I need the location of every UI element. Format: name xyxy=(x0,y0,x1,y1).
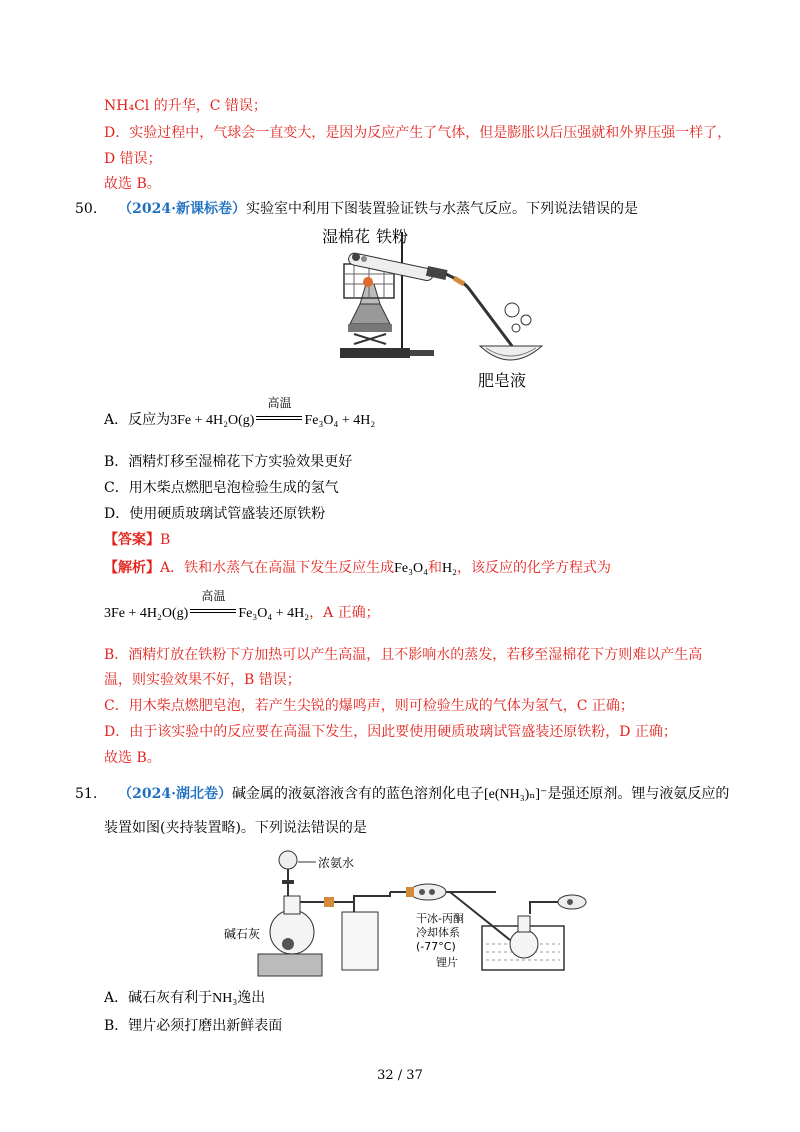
q50-label-soap: 肥皂液 xyxy=(478,371,527,390)
page-number: 32 / 37 xyxy=(377,1068,423,1083)
q51-stem-line: 51. （2024·湖北卷）碱金属的液氨溶液含有的蓝色溶剂化电子[e(NH₃)ₙ]⁻是强还原剂。锂与液氨反应的 xyxy=(75,786,730,802)
q50-analysis-line-6: D．由于该实验中的反应要在高温下发生，因此要使用硬质玻璃试管盛装还原铁粉，D 正确； xyxy=(104,724,677,740)
q51-label-cool-1: 干冰-丙酮 xyxy=(416,912,464,925)
q50-apparatus-figure xyxy=(320,224,580,394)
q50-eq-left: 3Fe + 4H₂O(g) xyxy=(170,413,255,428)
q51-number: 51. xyxy=(75,786,98,802)
q51-formula: [e(NH₃)ₙ]⁻ xyxy=(484,787,548,802)
q50-eq-condition: 高温 xyxy=(256,410,302,430)
q50-answer: 【答案】B xyxy=(104,532,171,548)
q50-eq-right: Fe₃O₄ + 4H₂ xyxy=(304,413,376,428)
q50-analysis-line-1: 【解析】A．铁和水蒸气在高温下发生反应生成Fe₃O₄和H₂，该反应的化学方程式为 xyxy=(104,560,611,576)
q50-option-d: D．使用硬质玻璃试管盛装还原铁粉 xyxy=(104,506,326,522)
q50-analysis-line-3: B．酒精灯放在铁粉下方加热可以产生高温，且不影响水的蒸发，若移至湿棉花下方则难以产生高 xyxy=(104,647,703,663)
q51-option-a: A．碱石灰有利于NH₃逸出 xyxy=(104,990,266,1006)
q50-option-c: C．用木柴点燃肥皂泡检验生成的氢气 xyxy=(104,480,339,496)
prev-line-3: D 错误； xyxy=(104,151,162,167)
q50-analysis-line-7: 故选 B。 xyxy=(104,750,161,766)
prev-line-1: NH₄Cl 的升华，C 错误； xyxy=(104,98,267,114)
q50-source: （2024·新课标卷） xyxy=(118,201,247,217)
q50-stem-line xyxy=(75,199,638,219)
q50-option-a: A．反应为3Fe + 4H₂O(g) 高温 Fe₃O₄ + 4H₂ xyxy=(104,396,376,428)
prev-line-2: D．实验过程中，气球会一直变大，是因为反应产生了气体，但是膨胀以后压强就和外界压强一样了， xyxy=(104,125,732,141)
q51-option-b: B．锂片必须打磨出新鲜表面 xyxy=(104,1018,283,1034)
q50-label-iron: 铁粉 xyxy=(376,227,409,246)
q50-analysis-line-5: C．用木柴点燃肥皂泡，若产生尖锐的爆鸣声，则可检验生成的气体为氢气，C 正确； xyxy=(104,698,634,714)
q50-option-b: B．酒精灯移至湿棉花下方实验效果更好 xyxy=(104,454,353,470)
q50-analysis-line-2: 3Fe + 4H₂O(g) 高温 Fe₃O₄ + 4H₂，A 正确； xyxy=(104,589,380,621)
q50-label-cotton: 湿棉花 xyxy=(322,227,371,246)
q51-label-cool-3: (-77°C) xyxy=(416,940,456,953)
prev-line-4: 故选 B。 xyxy=(104,176,161,192)
q50-stem: 实验室中利用下图装置验证铁与水蒸气反应。下列说法错误的是 xyxy=(246,201,639,217)
q51-label-cool-2: 冷却体系 xyxy=(416,926,460,939)
q51-label-ammonia: 浓氨水 xyxy=(318,856,355,870)
q50-number: 50. xyxy=(75,201,98,217)
q51-label-li: 锂片 xyxy=(436,956,458,969)
q51-label-lime: 碱石灰 xyxy=(224,927,261,941)
q50-analysis-line-4: 温，则实验效果不好，B 错误； xyxy=(104,672,301,688)
q51-apparatus-figure xyxy=(220,840,600,980)
q51-source: （2024·湖北卷） xyxy=(118,786,233,802)
q51-stem-line-2: 装置如图(夹持装置略)。下列说法错误的是 xyxy=(104,820,367,836)
